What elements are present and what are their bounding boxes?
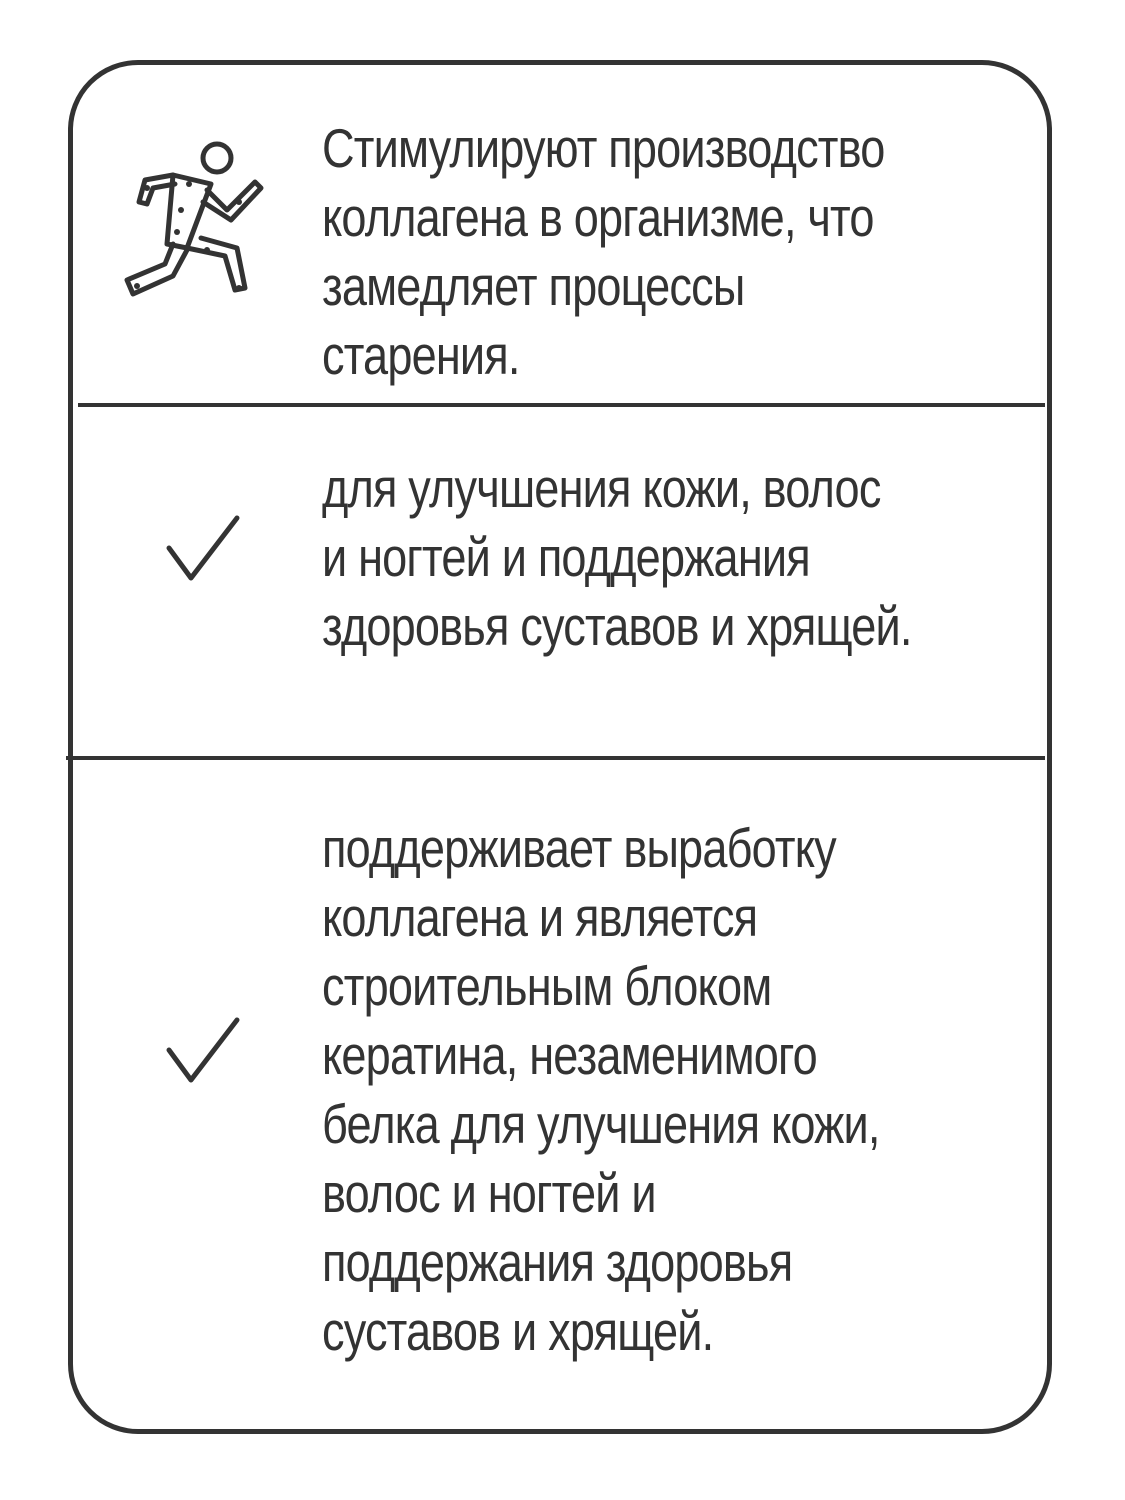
text-line: белка для улучшения кожи,	[322, 1093, 880, 1155]
benefit-text-keratin	[322, 814, 896, 1366]
text-line: кератина, незаменимого	[322, 1024, 817, 1086]
text-line: коллагена и является	[322, 886, 758, 948]
text-line: для улучшения кожи, волос	[322, 457, 881, 519]
text-line: суставов и хрящей.	[322, 1300, 714, 1362]
text-line: поддерживает выработку	[322, 817, 836, 879]
benefit-text-collagen-production	[322, 114, 896, 390]
running-person-icon	[115, 140, 275, 310]
text-line: замедляет процессы	[322, 255, 745, 317]
text-line: Стимулируют производство	[322, 117, 885, 179]
text-line: здоровья суставов и хрящей.	[322, 595, 912, 657]
text-line: коллагена в организме, что	[322, 186, 874, 248]
checkmark-icon	[165, 1016, 245, 1086]
text-line: волос и ногтей и	[322, 1162, 656, 1224]
text-line: старения.	[322, 324, 520, 386]
checkmark-icon	[165, 514, 245, 584]
text-line: поддержания здоровья	[322, 1231, 793, 1293]
row-divider	[78, 403, 1045, 407]
text-line: строительным блоком	[322, 955, 772, 1017]
text-line: и ногтей и поддержания	[322, 526, 810, 588]
row-divider	[66, 756, 1045, 760]
benefit-text-skin-hair-nails	[322, 454, 912, 661]
